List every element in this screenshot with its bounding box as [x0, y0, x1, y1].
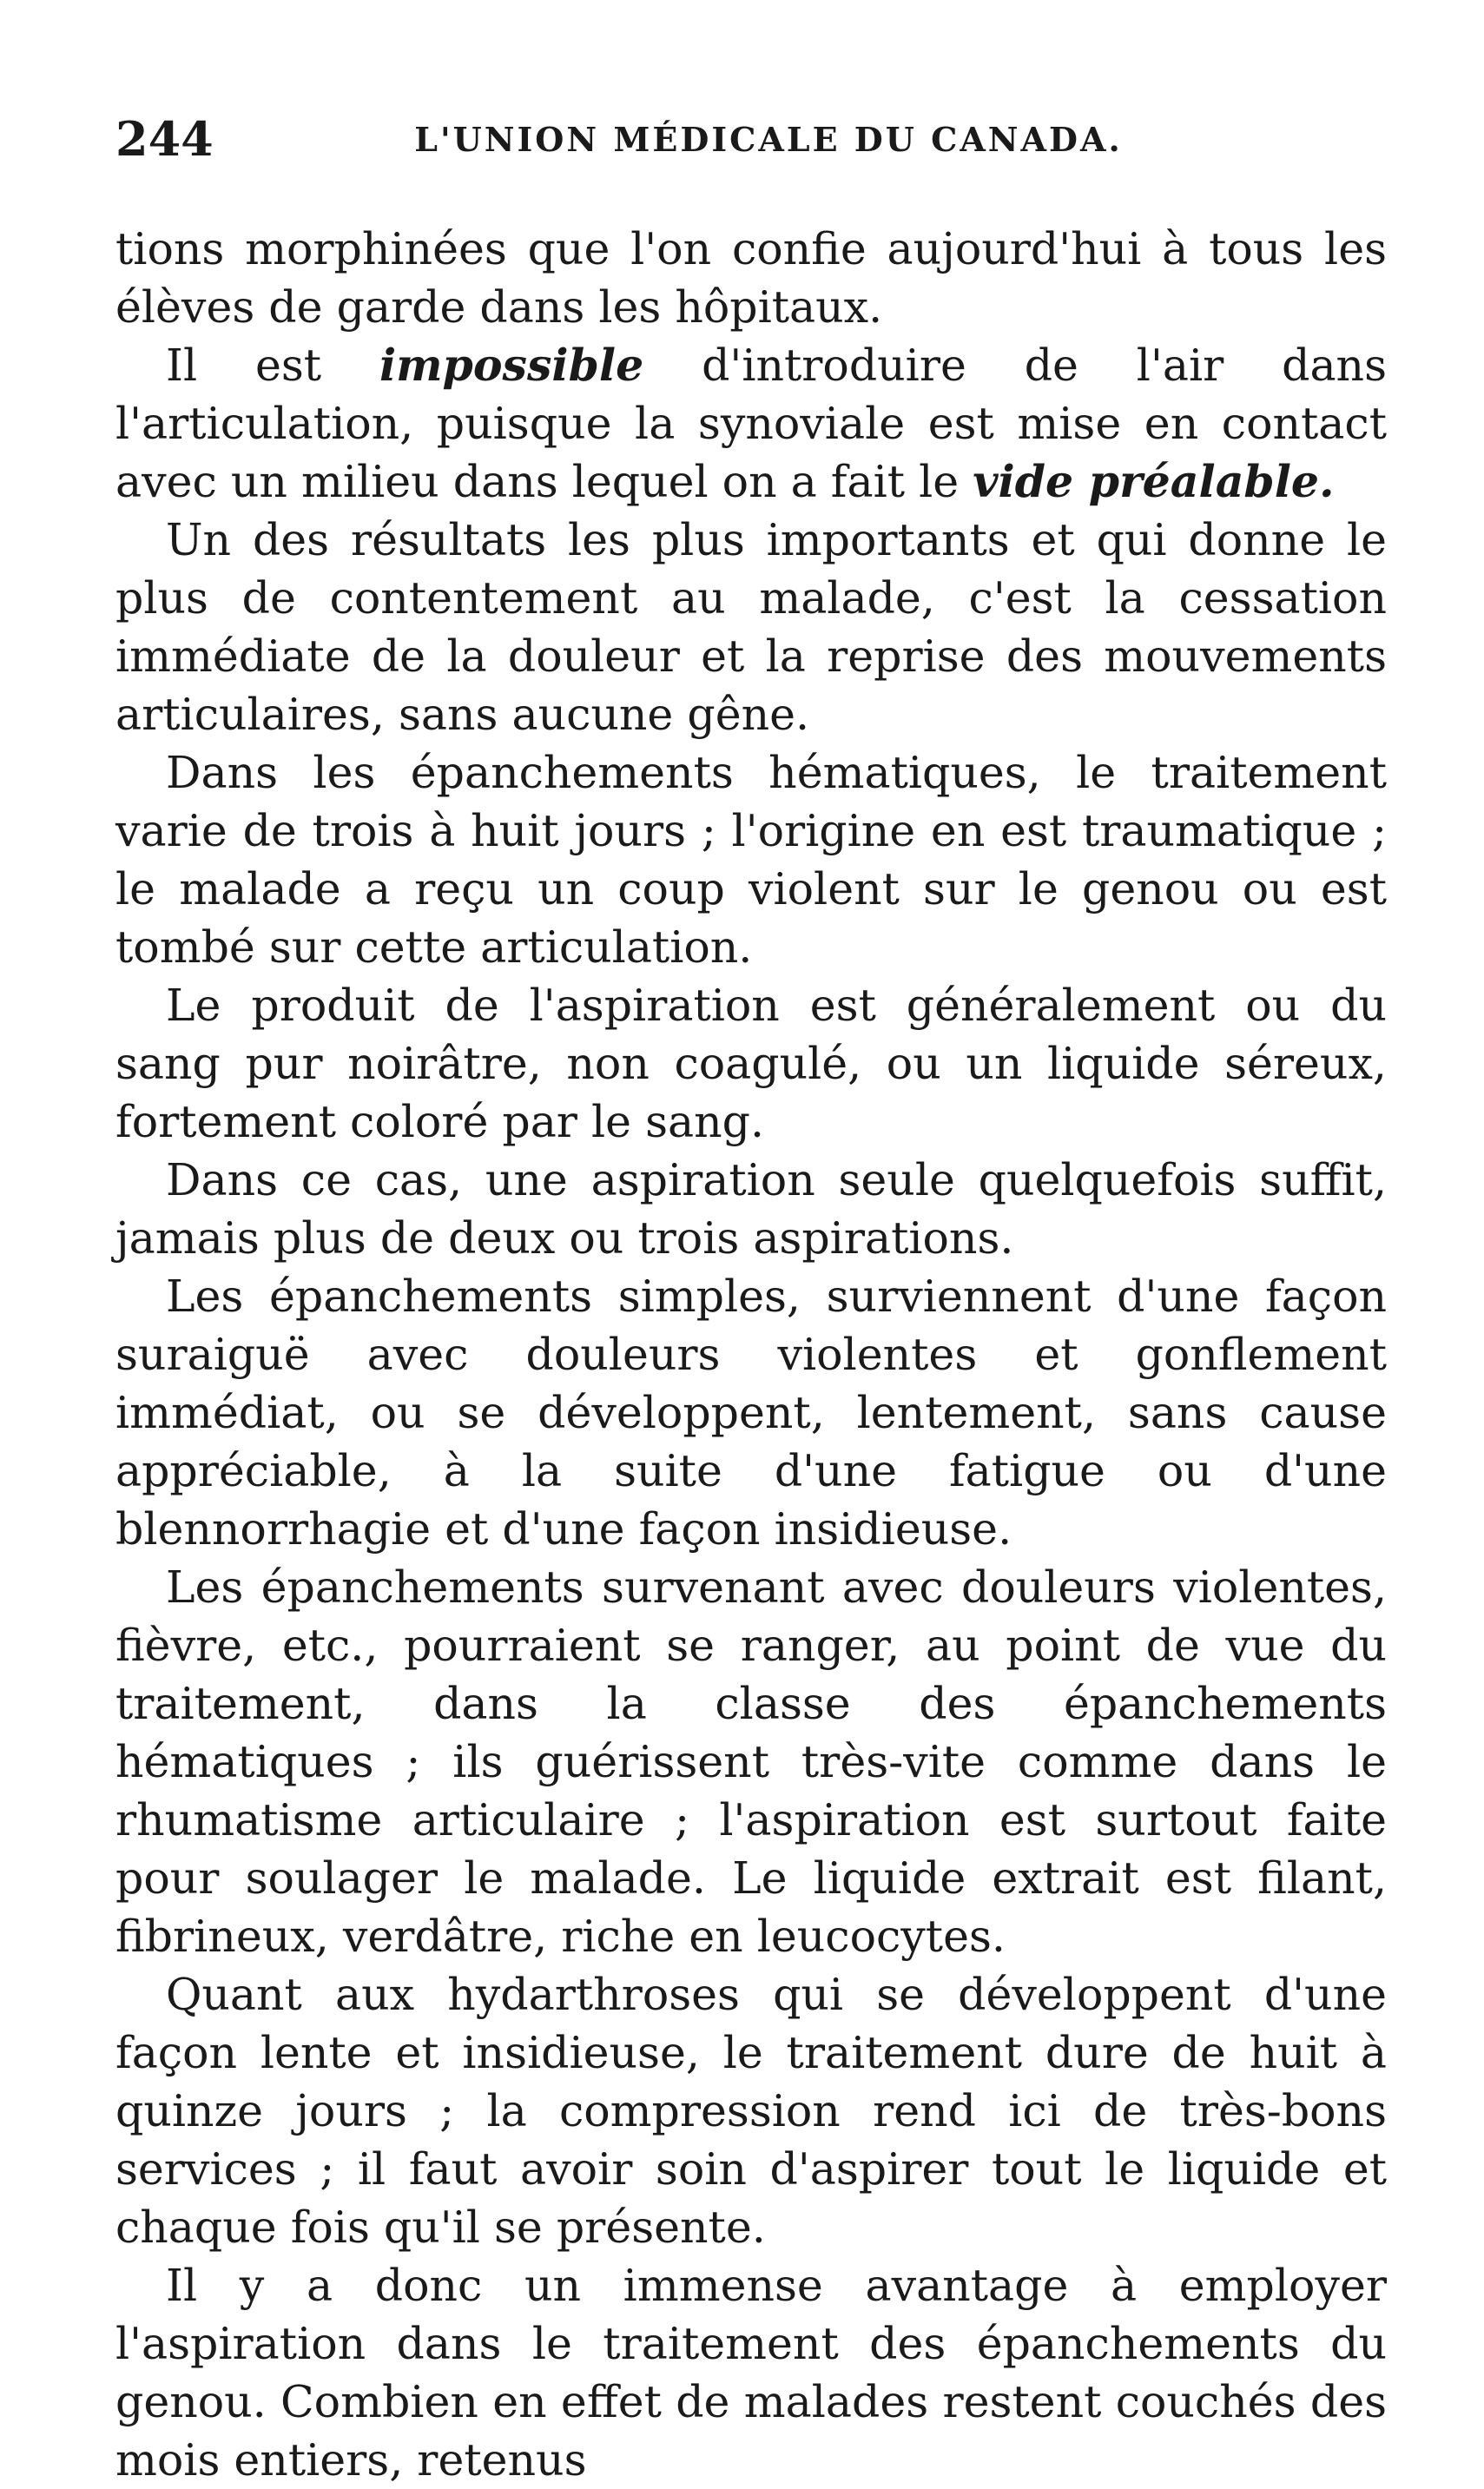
paragraph-9: Quant aux hydarthroses qui se développent d'une façon lente et insidieuse, le traitement dure de huit à quinze jours ; la compression rend ici de très-bons services ; il faut avoir soin d'aspirer tout le liquide et chaque fois qu'il se présente. — [115, 1969, 1387, 2253]
paragraph-6: Dans ce cas, une aspiration seule quelquefois suffit, jamais plus de deux ou trois aspirations. — [115, 1154, 1387, 1264]
paragraph-2 — [115, 336, 1387, 511]
paragraph-2-start: Il est — [166, 340, 379, 391]
paragraph-1: tions morphinées que l'on confie aujourd'hui à tous les élèves de garde dans les hôpitaux. — [115, 223, 1387, 333]
paragraph-2-middle: d'introduire de l'air dans l'articulation, puisque la synoviale est mise en contact avec un milieu dans lequel on a fait le — [115, 340, 1387, 507]
paragraph-10: Il y a donc un immense avantage à employer l'aspiration dans le traitement des épanchements du genou. Combien en effet de malades restent couchés des mois entiers, retenus — [115, 2260, 1387, 2486]
paragraph-5: Le produit de l'aspiration est généralement ou du sang pur noirâtre, non coagulé, ou un liquide séreux, fortement coloré par le sang. — [115, 980, 1387, 1147]
paragraph-4: Dans les épanchements hématiques, le traitement varie de trois à huit jours ; l'origine en est traumatique ; le malade a reçu un coup violent sur le genou ou est tombé sur cette articulation. — [115, 747, 1387, 973]
page-header — [115, 109, 1387, 169]
emphasis-impossible: impossible — [379, 340, 644, 391]
body-text — [115, 220, 1387, 2489]
paragraph-7: Les épanchements simples, surviennent d'une façon suraiguë avec douleurs violentes et gonflement immédiat, ou se développent, lentement, sans cause appréciable, à la suite d'une fatigue ou d'une blennorrhagie et d'une façon insidieuse. — [115, 1271, 1387, 1555]
paragraph-3: Un des résultats les plus importants et qui donne le plus de contentement au malade, c'est la cessation immédiate de la douleur et la reprise des mouvements articulaires, sans aucune gêne. — [115, 514, 1387, 740]
paragraph-8: Les épanchements survenant avec douleurs violentes, fièvre, etc., pourraient se ranger, au point de vue du traitement, dans la classe des épanchements hématiques ; ils guérissent très-vite comme dans le rhumatisme articulaire ; l'aspiration est surtout faite pour soulager le malade. Le liquide extrait est filant, fibrineux, verdâtre, riche en leucocytes. — [115, 1561, 1387, 1962]
page-number: 244 — [115, 111, 214, 167]
running-title: L'UNION MÉDICALE DU CANADA. — [414, 120, 1123, 159]
emphasis-vide-prealable: vide préalable. — [973, 456, 1335, 507]
